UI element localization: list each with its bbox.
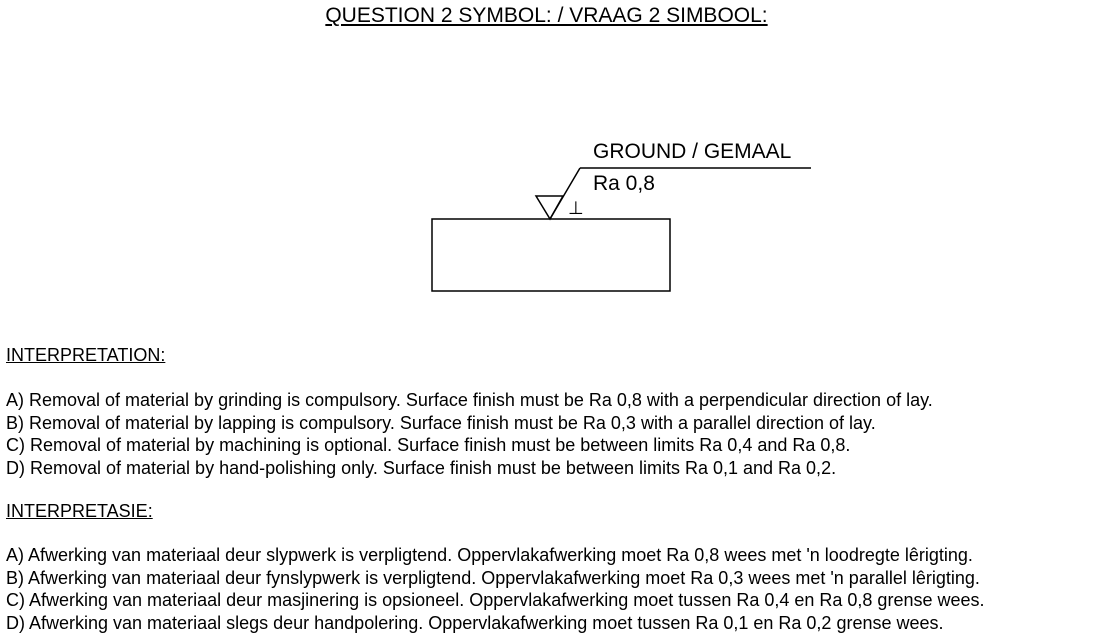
options-list-afrikaans — [6, 544, 985, 634]
machining-triangle — [536, 196, 563, 219]
option-a-afrikaans: A) Afwerking van materiaal deur slypwerk is verpligtend. Oppervlakafwerking moet Ra 0,8 wees met 'n loodregte lêrigting. — [6, 545, 973, 565]
question-title: QUESTION 2 SYMBOL: / VRAAG 2 SIMBOOL: — [325, 4, 768, 27]
option-d-english: D) Removal of material by hand-polishing only. Surface finish must be between limits Ra 0,1 and Ra 0,2. — [6, 457, 837, 478]
option-a-english: A) Removal of material by grinding is compulsory. Surface finish must be Ra 0,8 with a perpendicular direction of lay. — [6, 390, 933, 410]
option-b-english: B) Removal of material by lapping is compulsory. Surface finish must be Ra 0,3 with a parallel direction of lay. — [6, 412, 876, 433]
interpretation-heading-english: INTERPRETATION: — [6, 345, 166, 365]
workpiece-rectangle — [432, 219, 670, 291]
options-list-english — [6, 389, 933, 479]
option-b-afrikaans: B) Afwerking van materiaal deur fynslypwerk is verpligtend. Oppervlakafwerking moet Ra 0,3 wees met 'n parallel lêrigting. — [6, 567, 980, 588]
process-note: GROUND / GEMAAL — [593, 140, 792, 163]
interpretation-heading-afrikaans: INTERPRETASIE: — [6, 501, 153, 521]
option-d-afrikaans: D) Afwerking van materiaal slegs deur handpolering. Oppervlakafwerking moet tussen Ra 0,1 en Ra 0,2 grense wees. — [6, 612, 944, 633]
option-c-english: C) Removal of material by machining is optional. Surface finish must be between limits Ra 0,4 and Ra 0,8. — [6, 435, 851, 455]
roughness-value: Ra 0,8 — [593, 172, 655, 195]
surface-finish-diagram — [0, 0, 1093, 300]
lay-direction-symbol: ⊥ — [568, 198, 584, 218]
option-c-afrikaans: C) Afwerking van materiaal deur masjinering is opsioneel. Oppervlakafwerking moet tussen Ra 0,4 en Ra 0,8 grense wees. — [6, 590, 985, 610]
